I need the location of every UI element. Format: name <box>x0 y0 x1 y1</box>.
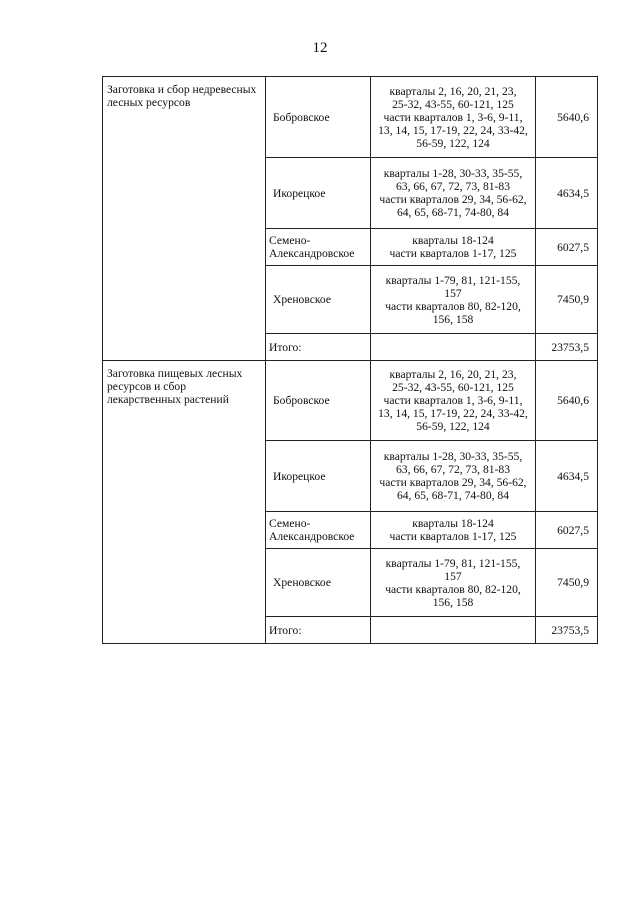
area-cell: 4634,5 <box>536 158 598 229</box>
forestry-cell: Икорецкое <box>266 441 371 512</box>
quarters-cell: кварталы 1-28, 30-33, 35-55, 63, 66, 67, 72, 73, 81-83 части кварталов 29, 34, 56-62, 64, 65, 68-71, 74-80, 84 <box>371 158 536 229</box>
quarters-cell: кварталы 1-79, 81, 121-155, 157 части кварталов 80, 82-120, 156, 158 <box>371 266 536 334</box>
forestry-cell: Бобровское <box>266 361 371 441</box>
total-area: 23753,5 <box>536 334 598 361</box>
area-cell: 6027,5 <box>536 512 598 549</box>
forest-use-table <box>102 76 598 644</box>
total-label: Итого: <box>266 334 371 361</box>
quarters-cell: кварталы 2, 16, 20, 21, 23, 25-32, 43-55, 60-121, 125 части кварталов 1, 3-6, 9-11, 13, 14, 15, 17-19, 22, 24, 33-42, 56-59, 122, 124 <box>371 361 536 441</box>
quarters-cell: кварталы 1-79, 81, 121-155, 157 части кварталов 80, 82-120, 156, 158 <box>371 549 536 617</box>
forestry-cell: Семено-Александровское <box>266 229 371 266</box>
area-cell: 5640,6 <box>536 361 598 441</box>
forestry-cell: Бобровское <box>266 77 371 158</box>
forestry-cell: Хреновское <box>266 549 371 617</box>
quarters-cell: кварталы 18-124 части кварталов 1-17, 125 <box>371 512 536 549</box>
empty-cell <box>371 617 536 644</box>
activity-cell: Заготовка пищевых лесных ресурсов и сбор лекарственных растений <box>103 361 266 644</box>
forestry-cell: Семено-Александровское <box>266 512 371 549</box>
area-cell: 7450,9 <box>536 549 598 617</box>
area-cell: 7450,9 <box>536 266 598 334</box>
quarters-cell: кварталы 2, 16, 20, 21, 23, 25-32, 43-55, 60-121, 125 части кварталов 1, 3-6, 9-11, 13, 14, 15, 17-19, 22, 24, 33-42, 56-59, 122, 124 <box>371 77 536 158</box>
forestry-cell: Хреновское <box>266 266 371 334</box>
page-number: 12 <box>312 40 328 56</box>
quarters-cell: кварталы 18-124 части кварталов 1-17, 125 <box>371 229 536 266</box>
quarters-cell: кварталы 1-28, 30-33, 35-55, 63, 66, 67, 72, 73, 81-83 части кварталов 29, 34, 56-62, 64, 65, 68-71, 74-80, 84 <box>371 441 536 512</box>
forestry-cell: Икорецкое <box>266 158 371 229</box>
activity-cell: Заготовка и сбор недревесных лесных ресурсов <box>103 77 266 361</box>
table-row <box>103 77 598 158</box>
area-cell: 4634,5 <box>536 441 598 512</box>
empty-cell <box>371 334 536 361</box>
table-row <box>103 361 598 441</box>
total-area: 23753,5 <box>536 617 598 644</box>
area-cell: 6027,5 <box>536 229 598 266</box>
area-cell: 5640,6 <box>536 77 598 158</box>
total-label: Итого: <box>266 617 371 644</box>
